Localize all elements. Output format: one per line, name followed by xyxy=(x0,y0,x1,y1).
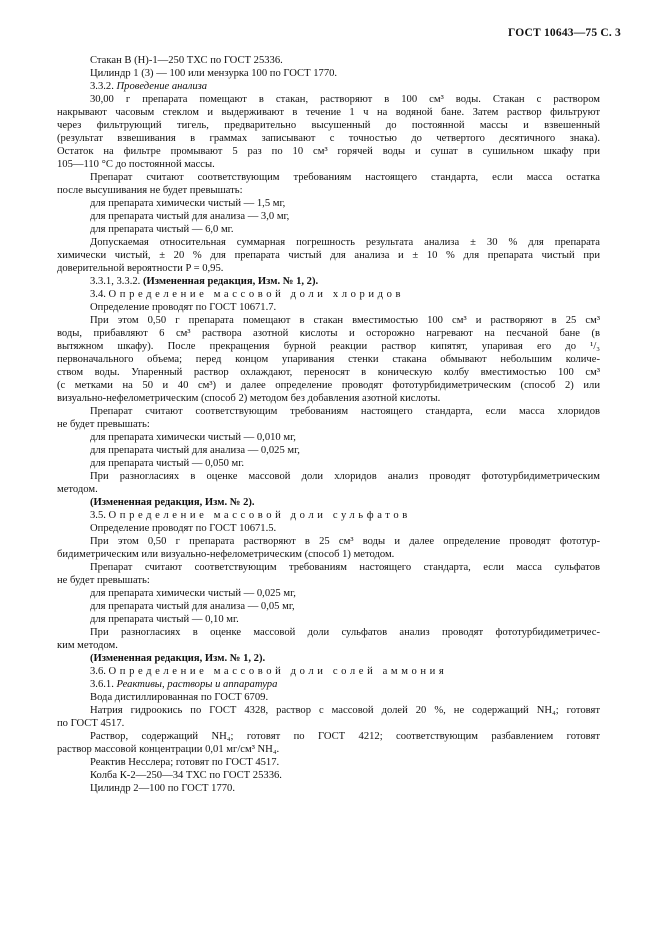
line-text: накрывают часовым стеклом и выдерживают в течение 1 ч на водяной бане. Затем раствор фильтруют xyxy=(57,107,600,118)
section-heading xyxy=(90,665,600,678)
paragraph-line xyxy=(90,314,600,327)
line-text: ством воды. Упаренный раствор охлаждают, переносят в коническую колбу вместимостью 100 см³ xyxy=(57,367,600,378)
paragraph-continuation-line xyxy=(57,639,600,652)
paragraph-continuation-line xyxy=(57,353,600,366)
paragraph-continuation-line xyxy=(57,743,600,756)
line-text: Реактив Несслера; готовят по ГОСТ 4517. xyxy=(90,757,280,768)
line-text: доверительной вероятности P = 0,95. xyxy=(57,263,224,274)
line-text: Допускаемая относительная суммарная погрешность результата анализа ± 30 % для препарата xyxy=(90,237,600,248)
line-text: первоначального объема; перед концом упаривания стенки стакана обмывают небольшим количе- xyxy=(57,354,600,365)
paragraph-line xyxy=(90,522,600,535)
line-text: методом. xyxy=(57,484,98,495)
paragraph-line xyxy=(90,431,600,444)
line-text: При разногласиях в оценке массовой доли хлоридов анализ проводят фототурбидиметрическим xyxy=(90,471,600,482)
paragraph-line xyxy=(90,587,600,600)
section-heading xyxy=(90,288,600,301)
paragraph-line xyxy=(90,470,600,483)
paragraph-line xyxy=(90,704,600,717)
line-text: 105—110 °С до постоянной массы. xyxy=(57,159,215,170)
paragraph-continuation-line xyxy=(57,119,600,132)
line-text: бидиметрическим или визуально-нефелометрическим (способ 1) методом. xyxy=(57,549,395,560)
line-text: химически чистый, ± 20 % для препарата чистый для анализа и ± 10 % для препарата чистый при xyxy=(57,250,600,261)
paragraph-continuation-line xyxy=(57,379,600,392)
line-text: для препарата чистый для анализа — 0,025 мг, xyxy=(90,445,300,456)
line-text: для препарата чистый для анализа — 0,05 мг, xyxy=(90,601,295,612)
paragraph-line xyxy=(90,626,600,639)
line-text: Препарат считают соответствующим требованиям настоящего стандарта, если масса хлоридов xyxy=(90,406,600,417)
line-text: не будет превышать: xyxy=(57,575,150,586)
heading-text: Реактивы, растворы и аппаратура xyxy=(116,679,278,690)
line-text: для препарата химически чистый — 0,025 мг, xyxy=(90,588,296,599)
paragraph-line xyxy=(90,197,600,210)
line-text: через фильтрующий тигель, предварительно высушенный до постоянной массы и взвешенный xyxy=(57,120,600,131)
clause-number: 3.4. xyxy=(90,289,106,300)
line-text: Раствор, содержащий NH₄; готовят по ГОСТ 4212; соответствующим разбавлением готовят xyxy=(90,731,600,742)
line-text: для препарата чистый — 0,10 мг. xyxy=(90,614,239,625)
line-text: Определение проводят по ГОСТ 10671.5. xyxy=(90,523,277,534)
heading-text: (Измененная редакция, Изм. № 1, 2). xyxy=(90,653,266,664)
section-heading xyxy=(90,496,600,509)
line-text: При разногласиях в оценке массовой доли сульфатов анализ проводят фототурбидиметричес- xyxy=(90,627,600,638)
paragraph-continuation-line xyxy=(57,483,600,496)
line-text: (с метками на 50 и 40 см³) и далее определение проводят фототурбидиметрическим (способ 2) или xyxy=(57,380,600,391)
clause-number: 3.5. xyxy=(90,510,106,521)
clause-number: 3.6.1. xyxy=(90,679,114,690)
line-text: ким методом. xyxy=(57,640,118,651)
paragraph-line xyxy=(90,756,600,769)
section-heading xyxy=(90,509,600,522)
paragraph-line xyxy=(90,444,600,457)
heading-text: Определение массовой доли хлоридов xyxy=(108,289,405,300)
line-text: Цилиндр 2—100 по ГОСТ 1770. xyxy=(90,783,235,794)
line-text: Остаток на фильтре промывают 5 раз по 10 см³ горячей воды и сушат в сушильном шкафу при xyxy=(57,146,600,157)
line-text: для препарата химически чистый — 0,010 мг, xyxy=(90,432,296,443)
paragraph-continuation-line xyxy=(57,327,600,340)
clause-number: 3.3.1, 3.3.2. xyxy=(90,276,141,287)
paragraph-line xyxy=(90,171,600,184)
heading-text: Определение массовой доли сульфатов xyxy=(108,510,411,521)
line-text: 30,00 г препарата помещают в стакан, растворяют в 100 см³ воды. Стакан с раствором xyxy=(90,94,600,105)
clause-number: 3.3.2. xyxy=(90,81,114,92)
paragraph-continuation-line xyxy=(57,392,600,405)
paragraph-line xyxy=(90,561,600,574)
paragraph-line xyxy=(90,210,600,223)
line-text: (результат взвешивания в граммах записывают с точностью до четвертого десятичного знака). xyxy=(57,133,600,144)
heading-text: (Измененная редакция, Изм. № 1, 2). xyxy=(142,276,319,287)
paragraph-line xyxy=(90,769,600,782)
paragraph-line xyxy=(90,405,600,418)
line-text: не будет превышать: xyxy=(57,419,150,430)
clause-number: 3.6. xyxy=(90,666,106,677)
line-text: после высушивания не будет превышать: xyxy=(57,185,243,196)
paragraph-line xyxy=(90,782,600,795)
section-heading xyxy=(90,678,600,691)
paragraph-continuation-line xyxy=(57,158,600,171)
section-heading xyxy=(90,652,600,665)
paragraph-continuation-line xyxy=(57,249,600,262)
paragraph-line xyxy=(90,600,600,613)
paragraph-continuation-line xyxy=(57,574,600,587)
line-text: для препарата химически чистый — 1,5 мг, xyxy=(90,198,286,209)
line-text: для препарата чистый — 6,0 мг. xyxy=(90,224,234,235)
paragraph-continuation-line xyxy=(57,132,600,145)
line-text: визуально-нефелометрическим (способ 2) методом без добавления азотной кислоты. xyxy=(57,393,441,404)
paragraph-line xyxy=(90,223,600,236)
heading-text: (Измененная редакция, Изм. № 2). xyxy=(90,497,255,508)
page-header: ГОСТ 10643—75 С. 3 xyxy=(508,27,621,39)
line-text: по ГОСТ 4517. xyxy=(57,718,125,729)
line-text: Препарат считают соответствующим требованиям настоящего стандарта, если масса остатка xyxy=(90,172,600,183)
document-body xyxy=(57,54,600,795)
line-text: Вода дистиллированная по ГОСТ 6709. xyxy=(90,692,269,703)
line-text: воды, прибавляют 6 см³ раствора азотной кислоты и осторожно нагревают на песчаной бане (в xyxy=(57,328,600,339)
paragraph-continuation-line xyxy=(57,262,600,275)
paragraph-continuation-line xyxy=(57,106,600,119)
section-heading xyxy=(90,80,600,93)
paragraph-continuation-line xyxy=(57,717,600,730)
line-text: вытяжном шкафу). После прекращения бурной реакции раствор кипятят, упаривая его до ¹/₃ xyxy=(57,341,600,352)
paragraph-continuation-line xyxy=(57,548,600,561)
heading-text: Проведение анализа xyxy=(116,81,208,92)
paragraph-line xyxy=(90,613,600,626)
line-text: При этом 0,50 г препарата помещают в стакан вместимостью 100 см³ и растворяют в 25 см³ xyxy=(90,315,600,326)
paragraph-line xyxy=(90,301,600,314)
line-text: При этом 0,50 г препарата растворяют в 25 см³ воды и далее определение проводят фототур- xyxy=(90,536,600,547)
paragraph-line xyxy=(90,67,600,80)
paragraph-line xyxy=(90,54,600,67)
line-text: Колба К-2—250—34 ТХС по ГОСТ 25336. xyxy=(90,770,282,781)
line-text: для препарата чистый для анализа — 3,0 мг, xyxy=(90,211,290,222)
line-text: Натрия гидроокись по ГОСТ 4328, раствор с массовой долей 20 %, не содержащий NH₄; готовят xyxy=(90,705,600,716)
line-text: для препарата чистый — 0,050 мг. xyxy=(90,458,245,469)
paragraph-continuation-line xyxy=(57,340,600,353)
line-text: раствор массовой концентрации 0,01 мг/см³ NH₄. xyxy=(57,744,280,755)
line-text: Определение проводят по ГОСТ 10671.7. xyxy=(90,302,277,313)
paragraph-continuation-line xyxy=(57,366,600,379)
paragraph-line xyxy=(90,93,600,106)
paragraph-line xyxy=(90,535,600,548)
line-text: Препарат считают соответствующим требованиям настоящего стандарта, если масса сульфатов xyxy=(90,562,600,573)
paragraph-line xyxy=(90,457,600,470)
paragraph-continuation-line xyxy=(57,145,600,158)
paragraph-line xyxy=(90,236,600,249)
line-text: Цилиндр 1 (3) — 100 или мензурка 100 по ГОСТ 1770. xyxy=(90,68,338,79)
paragraph-line xyxy=(90,730,600,743)
line-text: Стакан В (Н)-1—250 ТХС по ГОСТ 25336. xyxy=(90,55,283,66)
paragraph-line xyxy=(90,691,600,704)
heading-text: Определение массовой доли солей аммония xyxy=(108,666,448,677)
paragraph-continuation-line xyxy=(57,418,600,431)
paragraph-continuation-line xyxy=(57,184,600,197)
section-heading xyxy=(90,275,600,288)
